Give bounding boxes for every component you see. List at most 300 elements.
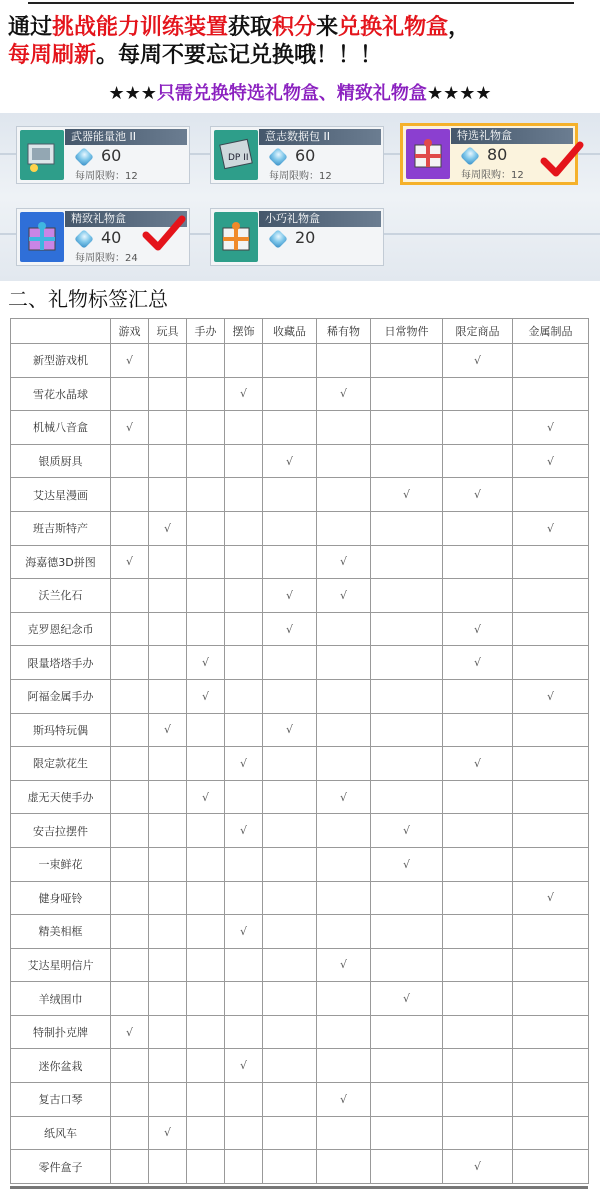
empty-cell [187, 982, 225, 1016]
empty-cell [513, 814, 589, 848]
item-name: 雪花水晶球 [11, 377, 111, 411]
check-mark: √ [187, 780, 225, 814]
svg-text:DP II: DP II [228, 153, 249, 163]
table-row [11, 881, 589, 915]
empty-cell [187, 847, 225, 881]
table-row [11, 814, 589, 848]
empty-cell [187, 444, 225, 478]
check-mark: √ [443, 344, 513, 378]
empty-cell [513, 646, 589, 680]
empty-cell [443, 411, 513, 445]
empty-cell [111, 1049, 149, 1083]
empty-cell [263, 1116, 317, 1150]
empty-cell [263, 915, 317, 949]
empty-cell [443, 915, 513, 949]
gift-box-green-icon [214, 212, 258, 262]
empty-cell [225, 1150, 263, 1184]
empty-cell [111, 713, 149, 747]
empty-cell [225, 344, 263, 378]
empty-cell [443, 1116, 513, 1150]
card-title: 小巧礼物盒 [259, 211, 381, 227]
weapon-energy-icon [20, 130, 64, 180]
check-mark: √ [317, 780, 371, 814]
item-name: 限定款花生 [11, 747, 111, 781]
empty-cell [443, 377, 513, 411]
empty-cell [111, 444, 149, 478]
empty-cell [149, 780, 187, 814]
empty-cell [443, 545, 513, 579]
empty-cell [187, 881, 225, 915]
empty-cell [263, 847, 317, 881]
check-mark: √ [513, 679, 589, 713]
check-mark: √ [513, 511, 589, 545]
empty-cell [149, 747, 187, 781]
empty-cell [317, 478, 371, 512]
item-name: 海嘉德3D拼图 [11, 545, 111, 579]
empty-cell [149, 545, 187, 579]
table-row [11, 478, 589, 512]
check-mark: √ [443, 1150, 513, 1184]
check-mark: √ [443, 747, 513, 781]
empty-cell [513, 1083, 589, 1117]
empty-cell [513, 478, 589, 512]
empty-cell [371, 780, 443, 814]
empty-cell [317, 1049, 371, 1083]
empty-cell [371, 579, 443, 613]
empty-cell [111, 814, 149, 848]
check-mark: √ [263, 579, 317, 613]
item-name: 健身哑铃 [11, 881, 111, 915]
empty-cell [225, 612, 263, 646]
item-name: 复古口琴 [11, 1083, 111, 1117]
empty-cell [149, 982, 187, 1016]
red-check-icon [540, 141, 584, 177]
empty-cell [443, 780, 513, 814]
check-mark: √ [263, 713, 317, 747]
empty-cell [187, 1015, 225, 1049]
empty-cell [513, 948, 589, 982]
empty-cell [187, 411, 225, 445]
empty-cell [111, 948, 149, 982]
empty-cell [317, 344, 371, 378]
check-mark: √ [443, 478, 513, 512]
empty-cell [111, 915, 149, 949]
gem-icon [268, 229, 288, 249]
empty-cell [317, 646, 371, 680]
intro-seg: 来 [316, 15, 339, 40]
empty-cell [187, 747, 225, 781]
empty-cell [317, 713, 371, 747]
empty-cell [317, 1015, 371, 1049]
card-limit: 每周限购：12 [75, 171, 138, 182]
table-row [11, 1150, 589, 1184]
check-mark: √ [263, 444, 317, 478]
table-row [11, 511, 589, 545]
empty-cell [263, 881, 317, 915]
empty-cell [513, 915, 589, 949]
empty-cell [225, 948, 263, 982]
empty-cell [513, 780, 589, 814]
shop-screenshot [0, 113, 600, 281]
empty-cell [225, 579, 263, 613]
column-header: 日常物件 [371, 319, 443, 344]
intro-text [8, 14, 598, 70]
check-mark: √ [371, 814, 443, 848]
check-mark: √ [317, 579, 371, 613]
empty-cell [263, 545, 317, 579]
empty-cell [371, 444, 443, 478]
empty-cell [111, 881, 149, 915]
empty-cell [513, 612, 589, 646]
empty-cell [263, 747, 317, 781]
gem-icon [268, 147, 288, 167]
empty-cell [187, 814, 225, 848]
check-mark: √ [263, 612, 317, 646]
check-mark: √ [149, 1116, 187, 1150]
check-mark: √ [187, 679, 225, 713]
empty-cell [149, 814, 187, 848]
column-header: 游戏 [111, 319, 149, 344]
empty-cell [187, 511, 225, 545]
column-header: 限定商品 [443, 319, 513, 344]
empty-cell [187, 478, 225, 512]
table-row [11, 612, 589, 646]
empty-cell [317, 881, 371, 915]
empty-cell [149, 1015, 187, 1049]
item-name: 机械八音盒 [11, 411, 111, 445]
empty-cell [371, 1150, 443, 1184]
check-mark: √ [225, 747, 263, 781]
empty-cell [149, 411, 187, 445]
table-row [11, 679, 589, 713]
check-mark: √ [111, 411, 149, 445]
check-mark: √ [225, 915, 263, 949]
empty-cell [513, 344, 589, 378]
intro-highlight: 积分 [272, 15, 317, 40]
column-header: 收藏品 [263, 319, 317, 344]
empty-cell [371, 1015, 443, 1049]
empty-cell [513, 1015, 589, 1049]
empty-cell [149, 377, 187, 411]
empty-cell [225, 713, 263, 747]
empty-cell [317, 411, 371, 445]
empty-cell [371, 881, 443, 915]
empty-cell [149, 612, 187, 646]
empty-cell [187, 579, 225, 613]
empty-cell [225, 545, 263, 579]
empty-cell [149, 679, 187, 713]
table-row [11, 915, 589, 949]
empty-cell [317, 814, 371, 848]
empty-cell [187, 948, 225, 982]
item-name: 纸风车 [11, 1116, 111, 1150]
table-row [11, 1015, 589, 1049]
empty-cell [317, 847, 371, 881]
empty-cell [263, 1049, 317, 1083]
intro-seg: 通过 [8, 15, 53, 40]
check-mark: √ [111, 344, 149, 378]
empty-cell [513, 847, 589, 881]
table-row [11, 1116, 589, 1150]
empty-cell [263, 411, 317, 445]
table-row [11, 411, 589, 445]
empty-cell [443, 713, 513, 747]
empty-cell [443, 579, 513, 613]
empty-cell [371, 713, 443, 747]
empty-cell [371, 511, 443, 545]
empty-cell [111, 1150, 149, 1184]
item-name: 限量塔塔手办 [11, 646, 111, 680]
column-header: 稀有物 [317, 319, 371, 344]
check-mark: √ [443, 612, 513, 646]
table-row [11, 377, 589, 411]
check-mark: √ [111, 545, 149, 579]
check-mark: √ [111, 1015, 149, 1049]
check-mark: √ [443, 646, 513, 680]
empty-cell [317, 612, 371, 646]
empty-cell [187, 344, 225, 378]
empty-cell [317, 747, 371, 781]
check-mark: √ [225, 814, 263, 848]
card-limit: 每周限购：24 [75, 253, 138, 264]
empty-cell [371, 915, 443, 949]
item-name: 迷你盆栽 [11, 1049, 111, 1083]
item-name: 斯玛特玩偶 [11, 713, 111, 747]
empty-cell [371, 1083, 443, 1117]
check-mark: √ [187, 646, 225, 680]
card-title: 特选礼物盒 [451, 128, 573, 144]
empty-cell [263, 1150, 317, 1184]
check-mark: √ [371, 847, 443, 881]
item-name: 零件盒子 [11, 1150, 111, 1184]
empty-cell [225, 511, 263, 545]
empty-cell [225, 982, 263, 1016]
table-row [11, 847, 589, 881]
intro-highlight: 每周刷新 [8, 43, 97, 68]
empty-cell [225, 478, 263, 512]
bottom-rule [10, 1186, 588, 1189]
empty-cell [317, 444, 371, 478]
empty-cell [263, 948, 317, 982]
empty-cell [225, 1083, 263, 1117]
intro-seg: 获取 [228, 15, 273, 40]
card-price: 20 [295, 228, 316, 247]
empty-cell [443, 679, 513, 713]
table-row [11, 948, 589, 982]
red-check-icon [142, 215, 186, 251]
empty-cell [225, 679, 263, 713]
card-title: 精致礼物盒 [65, 211, 187, 227]
empty-cell [149, 344, 187, 378]
table-row [11, 780, 589, 814]
empty-cell [263, 478, 317, 512]
table-row [11, 747, 589, 781]
stars-line [0, 80, 600, 108]
empty-cell [263, 377, 317, 411]
item-name: 艾达星漫画 [11, 478, 111, 512]
empty-cell [225, 646, 263, 680]
empty-cell [149, 1150, 187, 1184]
empty-cell [187, 1083, 225, 1117]
shop-card-weapon-energy[interactable] [16, 126, 190, 184]
empty-cell [111, 1083, 149, 1117]
stars-left: ★★★ [108, 83, 157, 104]
top-rule [28, 2, 574, 4]
shop-card-small-gift-box[interactable] [210, 208, 384, 266]
empty-cell [513, 579, 589, 613]
empty-cell [111, 780, 149, 814]
check-mark: √ [225, 1049, 263, 1083]
empty-cell [149, 1083, 187, 1117]
column-header: 摆饰 [225, 319, 263, 344]
empty-cell [225, 847, 263, 881]
empty-cell [111, 679, 149, 713]
item-name: 特制扑克牌 [11, 1015, 111, 1049]
empty-cell [149, 847, 187, 881]
empty-cell [111, 377, 149, 411]
empty-cell [149, 444, 187, 478]
empty-cell [513, 1049, 589, 1083]
empty-cell [317, 679, 371, 713]
empty-cell [111, 847, 149, 881]
empty-cell [149, 579, 187, 613]
empty-cell [317, 1150, 371, 1184]
empty-cell [225, 411, 263, 445]
empty-cell [149, 948, 187, 982]
empty-cell [371, 646, 443, 680]
card-limit: 每周限购：12 [269, 171, 332, 182]
check-mark: √ [317, 1083, 371, 1117]
empty-cell [443, 881, 513, 915]
table-row [11, 646, 589, 680]
item-name: 沃兰化石 [11, 579, 111, 613]
intro-seg: ， [448, 15, 471, 40]
empty-cell [371, 545, 443, 579]
empty-cell [187, 545, 225, 579]
empty-cell [317, 1116, 371, 1150]
table-row [11, 579, 589, 613]
empty-cell [371, 377, 443, 411]
item-name: 安吉拉摆件 [11, 814, 111, 848]
empty-cell [263, 646, 317, 680]
table-row [11, 344, 589, 378]
data-pack-icon [214, 130, 258, 180]
table-row [11, 982, 589, 1016]
gift-box-blue-icon [20, 212, 64, 262]
card-title: 武器能量池 II [65, 129, 187, 145]
table-row [11, 713, 589, 747]
card-price: 40 [101, 228, 122, 247]
gem-icon [74, 229, 94, 249]
table-row [11, 444, 589, 478]
check-mark: √ [317, 545, 371, 579]
empty-cell [317, 915, 371, 949]
empty-cell [187, 377, 225, 411]
column-header: 手办 [187, 319, 225, 344]
empty-cell [443, 1015, 513, 1049]
item-name: 银质厨具 [11, 444, 111, 478]
empty-cell [111, 982, 149, 1016]
item-name: 虚无天使手办 [11, 780, 111, 814]
empty-cell [317, 511, 371, 545]
empty-cell [225, 1015, 263, 1049]
check-mark: √ [225, 377, 263, 411]
card-title: 意志数据包 II [259, 129, 381, 145]
card-price: 60 [101, 146, 122, 165]
item-name: 艾达星明信片 [11, 948, 111, 982]
table-row [11, 545, 589, 579]
empty-cell [263, 814, 317, 848]
empty-cell [371, 612, 443, 646]
empty-cell [111, 579, 149, 613]
empty-cell [513, 377, 589, 411]
table-row [11, 1083, 589, 1117]
empty-cell [149, 646, 187, 680]
empty-cell [371, 679, 443, 713]
check-mark: √ [317, 377, 371, 411]
empty-cell [111, 646, 149, 680]
empty-cell [111, 511, 149, 545]
empty-cell [371, 1116, 443, 1150]
item-name: 班吉斯特产 [11, 511, 111, 545]
empty-cell [111, 747, 149, 781]
empty-cell [149, 1049, 187, 1083]
empty-cell [443, 1083, 513, 1117]
check-mark: √ [371, 982, 443, 1016]
gift-tag-table [10, 318, 589, 1184]
gem-icon [460, 146, 480, 166]
item-name: 一束鲜花 [11, 847, 111, 881]
empty-cell [513, 747, 589, 781]
empty-cell [187, 612, 225, 646]
table-body [11, 344, 589, 1184]
empty-cell [187, 1150, 225, 1184]
check-mark: √ [149, 713, 187, 747]
card-limit: 每周限购：12 [461, 170, 524, 181]
empty-cell [111, 1116, 149, 1150]
item-name: 新型游戏机 [11, 344, 111, 378]
empty-cell [443, 511, 513, 545]
card-price: 60 [295, 146, 316, 165]
table-header-row [11, 319, 589, 344]
empty-cell [225, 881, 263, 915]
empty-cell [371, 1049, 443, 1083]
table-row [11, 1049, 589, 1083]
empty-cell [513, 982, 589, 1016]
empty-cell [443, 1049, 513, 1083]
empty-cell [149, 915, 187, 949]
empty-cell [443, 444, 513, 478]
stars-right: ★★★★ [426, 83, 492, 104]
empty-cell [263, 679, 317, 713]
empty-cell [263, 1015, 317, 1049]
empty-cell [225, 444, 263, 478]
empty-cell [371, 411, 443, 445]
check-mark: √ [371, 478, 443, 512]
card-price: 80 [487, 145, 508, 164]
check-mark: √ [513, 881, 589, 915]
check-mark: √ [513, 411, 589, 445]
item-name: 精美相框 [11, 915, 111, 949]
item-name: 羊绒围巾 [11, 982, 111, 1016]
shop-card-data-pack[interactable] [210, 126, 384, 184]
empty-cell [111, 478, 149, 512]
empty-cell [225, 780, 263, 814]
empty-cell [371, 747, 443, 781]
empty-cell [263, 344, 317, 378]
column-header: 金属制品 [513, 319, 589, 344]
check-mark: √ [317, 948, 371, 982]
